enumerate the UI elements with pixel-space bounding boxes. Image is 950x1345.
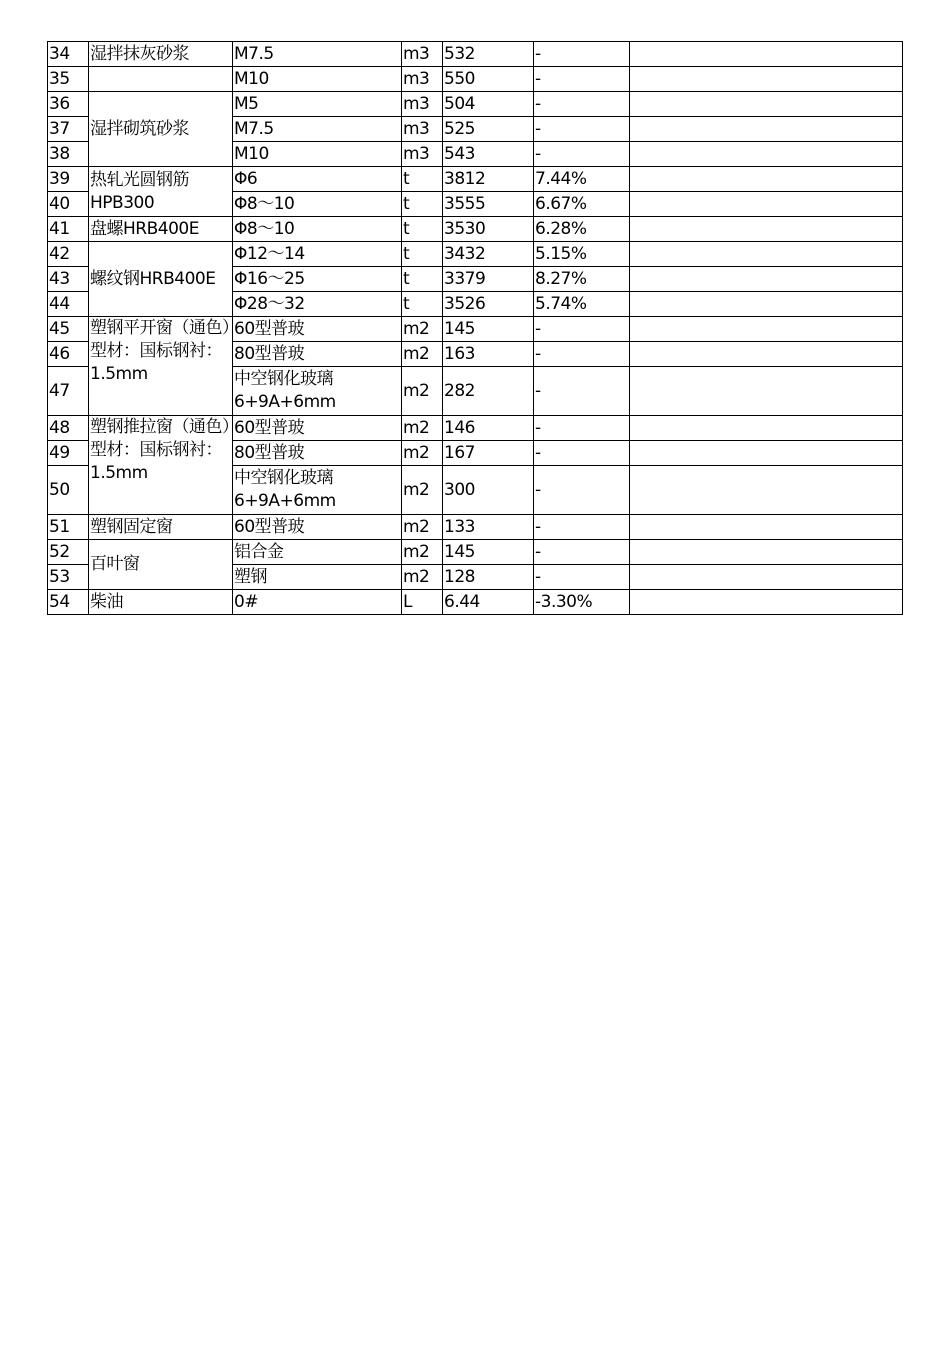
row-number: 38 bbox=[48, 142, 89, 167]
spec-cell: Φ16～25 bbox=[233, 267, 402, 292]
spec-cell: M10 bbox=[233, 142, 402, 167]
change-cell: - bbox=[534, 565, 630, 590]
spec-cell: 60型普玻 bbox=[233, 416, 402, 441]
spec-cell: M7.5 bbox=[233, 117, 402, 142]
price-cell: 128 bbox=[443, 565, 534, 590]
price-cell: 6.44 bbox=[443, 590, 534, 615]
row-number: 37 bbox=[48, 117, 89, 142]
row-number: 52 bbox=[48, 540, 89, 565]
row-number: 36 bbox=[48, 92, 89, 117]
change-cell: - bbox=[534, 367, 630, 416]
price-cell: 163 bbox=[443, 342, 534, 367]
row-number: 34 bbox=[48, 42, 89, 67]
row-number: 47 bbox=[48, 367, 89, 416]
price-cell: 525 bbox=[443, 117, 534, 142]
spec-cell: 中空钢化玻璃6+9A+6mm bbox=[233, 367, 402, 416]
unit-cell: m2 bbox=[402, 342, 443, 367]
spec-cell: 60型普玻 bbox=[233, 317, 402, 342]
change-cell: -3.30% bbox=[534, 590, 630, 615]
unit-cell: m3 bbox=[402, 67, 443, 92]
note-cell bbox=[630, 217, 903, 242]
change-cell: 8.27% bbox=[534, 267, 630, 292]
spec-cell: 中空钢化玻璃6+9A+6mm bbox=[233, 466, 402, 515]
note-cell bbox=[630, 67, 903, 92]
row-number: 53 bbox=[48, 565, 89, 590]
row-number: 45 bbox=[48, 317, 89, 342]
note-cell bbox=[630, 565, 903, 590]
table-row bbox=[48, 217, 903, 242]
table-row bbox=[48, 92, 903, 117]
change-cell: - bbox=[534, 117, 630, 142]
row-number: 40 bbox=[48, 192, 89, 217]
unit-cell: m3 bbox=[402, 92, 443, 117]
material-name: 湿拌抹灰砂浆 bbox=[89, 42, 233, 67]
table-row bbox=[48, 317, 903, 342]
unit-cell: m2 bbox=[402, 441, 443, 466]
row-number: 50 bbox=[48, 466, 89, 515]
price-cell: 167 bbox=[443, 441, 534, 466]
price-cell: 504 bbox=[443, 92, 534, 117]
price-cell: 133 bbox=[443, 515, 534, 540]
price-cell: 543 bbox=[443, 142, 534, 167]
note-cell bbox=[630, 466, 903, 515]
change-cell: 6.28% bbox=[534, 217, 630, 242]
price-cell: 3530 bbox=[443, 217, 534, 242]
material-name: 塑钢推拉窗（通色）型材：国标钢衬：1.5mm bbox=[89, 416, 233, 515]
price-table bbox=[47, 41, 903, 615]
spec-cell: 0# bbox=[233, 590, 402, 615]
material-name: 螺纹钢HRB400E bbox=[89, 242, 233, 317]
material-name: 百叶窗 bbox=[89, 540, 233, 590]
row-number: 49 bbox=[48, 441, 89, 466]
price-cell: 3555 bbox=[443, 192, 534, 217]
unit-cell: t bbox=[402, 242, 443, 267]
change-cell: - bbox=[534, 42, 630, 67]
note-cell bbox=[630, 167, 903, 192]
price-cell: 3812 bbox=[443, 167, 534, 192]
material-name: 热轧光圆钢筋HPB300 bbox=[89, 167, 233, 217]
unit-cell: m2 bbox=[402, 367, 443, 416]
note-cell bbox=[630, 342, 903, 367]
change-cell: - bbox=[534, 416, 630, 441]
unit-cell: t bbox=[402, 167, 443, 192]
price-cell: 145 bbox=[443, 317, 534, 342]
table-row bbox=[48, 167, 903, 192]
note-cell bbox=[630, 92, 903, 117]
row-number: 54 bbox=[48, 590, 89, 615]
unit-cell: m2 bbox=[402, 540, 443, 565]
price-cell: 145 bbox=[443, 540, 534, 565]
change-cell: - bbox=[534, 342, 630, 367]
row-number: 39 bbox=[48, 167, 89, 192]
change-cell: - bbox=[534, 67, 630, 92]
table-row bbox=[48, 540, 903, 565]
row-number: 46 bbox=[48, 342, 89, 367]
price-cell: 3432 bbox=[443, 242, 534, 267]
row-number: 42 bbox=[48, 242, 89, 267]
change-cell: - bbox=[534, 466, 630, 515]
note-cell bbox=[630, 267, 903, 292]
material-name: 盘螺HRB400E bbox=[89, 217, 233, 242]
spec-cell: 铝合金 bbox=[233, 540, 402, 565]
note-cell bbox=[630, 515, 903, 540]
row-number: 51 bbox=[48, 515, 89, 540]
table-row bbox=[48, 42, 903, 67]
change-cell: - bbox=[534, 515, 630, 540]
change-cell: - bbox=[534, 441, 630, 466]
note-cell bbox=[630, 540, 903, 565]
note-cell bbox=[630, 242, 903, 267]
spec-cell: M5 bbox=[233, 92, 402, 117]
spec-cell: 60型普玻 bbox=[233, 515, 402, 540]
price-cell: 146 bbox=[443, 416, 534, 441]
table-row bbox=[48, 416, 903, 441]
change-cell: 5.15% bbox=[534, 242, 630, 267]
table-row bbox=[48, 67, 903, 92]
row-number: 44 bbox=[48, 292, 89, 317]
spec-cell: M7.5 bbox=[233, 42, 402, 67]
price-cell: 550 bbox=[443, 67, 534, 92]
unit-cell: m3 bbox=[402, 142, 443, 167]
note-cell bbox=[630, 367, 903, 416]
change-cell: 7.44% bbox=[534, 167, 630, 192]
spec-cell: Φ28～32 bbox=[233, 292, 402, 317]
price-cell: 3526 bbox=[443, 292, 534, 317]
price-cell: 300 bbox=[443, 466, 534, 515]
note-cell bbox=[630, 416, 903, 441]
table-row bbox=[48, 515, 903, 540]
unit-cell: m2 bbox=[402, 416, 443, 441]
change-cell: 5.74% bbox=[534, 292, 630, 317]
unit-cell: t bbox=[402, 292, 443, 317]
spec-cell: Φ12～14 bbox=[233, 242, 402, 267]
price-cell: 532 bbox=[443, 42, 534, 67]
spec-cell: 80型普玻 bbox=[233, 441, 402, 466]
note-cell bbox=[630, 317, 903, 342]
unit-cell: t bbox=[402, 192, 443, 217]
note-cell bbox=[630, 42, 903, 67]
material-name: 湿拌砌筑砂浆 bbox=[89, 92, 233, 167]
unit-cell: m2 bbox=[402, 565, 443, 590]
unit-cell: m3 bbox=[402, 42, 443, 67]
change-cell: - bbox=[534, 540, 630, 565]
note-cell bbox=[630, 292, 903, 317]
spec-cell: Φ6 bbox=[233, 167, 402, 192]
spec-cell: M10 bbox=[233, 67, 402, 92]
material-name-empty bbox=[89, 67, 233, 92]
unit-cell: m2 bbox=[402, 317, 443, 342]
row-number: 41 bbox=[48, 217, 89, 242]
unit-cell: m3 bbox=[402, 117, 443, 142]
spec-cell: 塑钢 bbox=[233, 565, 402, 590]
unit-cell: t bbox=[402, 217, 443, 242]
note-cell bbox=[630, 192, 903, 217]
unit-cell: m2 bbox=[402, 515, 443, 540]
note-cell bbox=[630, 590, 903, 615]
unit-cell: L bbox=[402, 590, 443, 615]
table-row bbox=[48, 590, 903, 615]
change-cell: - bbox=[534, 92, 630, 117]
material-name: 塑钢固定窗 bbox=[89, 515, 233, 540]
material-name: 塑钢平开窗（通色）型材：国标钢衬：1.5mm bbox=[89, 317, 233, 416]
material-name: 柴油 bbox=[89, 590, 233, 615]
change-cell: 6.67% bbox=[534, 192, 630, 217]
note-cell bbox=[630, 142, 903, 167]
price-cell: 3379 bbox=[443, 267, 534, 292]
row-number: 35 bbox=[48, 67, 89, 92]
change-cell: - bbox=[534, 317, 630, 342]
spec-cell: 80型普玻 bbox=[233, 342, 402, 367]
spec-cell: Φ8～10 bbox=[233, 192, 402, 217]
unit-cell: t bbox=[402, 267, 443, 292]
row-number: 48 bbox=[48, 416, 89, 441]
row-number: 43 bbox=[48, 267, 89, 292]
spec-cell: Φ8～10 bbox=[233, 217, 402, 242]
unit-cell: m2 bbox=[402, 466, 443, 515]
change-cell: - bbox=[534, 142, 630, 167]
note-cell bbox=[630, 441, 903, 466]
price-cell: 282 bbox=[443, 367, 534, 416]
table-row bbox=[48, 242, 903, 267]
note-cell bbox=[630, 117, 903, 142]
